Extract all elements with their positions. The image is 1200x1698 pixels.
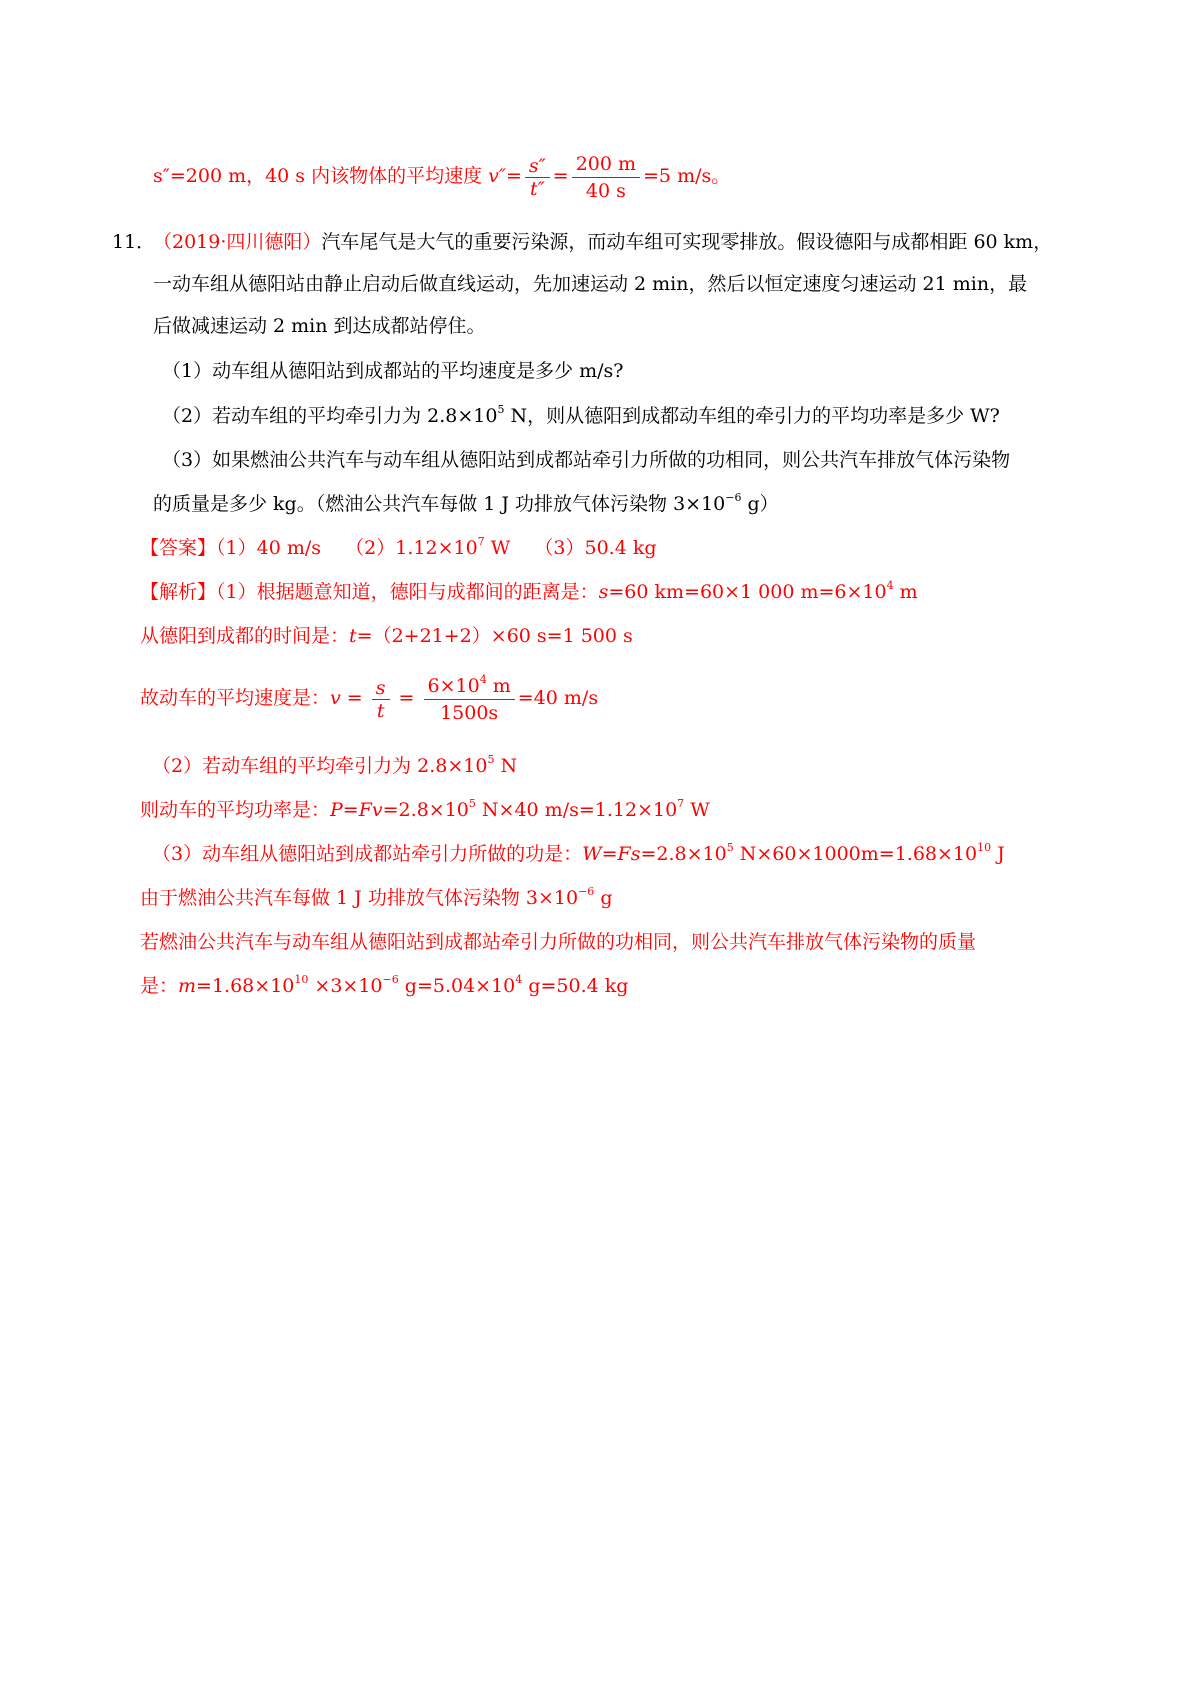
sub-question-1: （1）动车组从德阳站到成都站的平均速度是多少 m/s?: [162, 360, 624, 382]
exponent: −6: [382, 973, 399, 986]
fraction-denominator: t: [376, 699, 385, 722]
fraction-denominator: 1500s: [424, 699, 515, 726]
fraction-numerator: s: [375, 676, 386, 699]
fraction-denominator: 40 s: [572, 177, 640, 204]
exponent: 5: [487, 753, 495, 766]
analysis-text: ×3×10: [308, 975, 383, 997]
question-source: （2019·四川德阳）: [153, 231, 322, 253]
prev-solution-line: [153, 150, 1110, 204]
variable-s: s: [598, 581, 609, 603]
exponent: 4: [515, 973, 523, 986]
answer-part-2-a: （2）1.12×10: [345, 537, 478, 559]
formula-W-Fs: W=Fs: [582, 843, 641, 865]
sub-question-3-line-1: （3）如果燃油公共汽车与动车组从德阳站到成都站牵引力所做的功相同，则公共汽车排放气体污染物: [162, 449, 1011, 471]
question-stem-line-3: 后做减速运动 2 min 到达成都站停住。: [153, 315, 486, 337]
exponent: 10: [294, 973, 309, 986]
analysis-text: =60 km=60×1 000 m=6×10: [608, 581, 887, 603]
analysis-text: 故动车的平均速度是：: [140, 687, 331, 709]
exponent: 5: [468, 797, 476, 810]
exponent: 5: [726, 841, 734, 854]
analysis-line-6: [152, 840, 1110, 868]
numerator-text: 6×10: [427, 674, 480, 697]
sub-question-3-text-b: g）: [741, 493, 779, 515]
velocity-symbol: v″=: [488, 165, 522, 187]
fraction-s-over-t: [525, 155, 550, 200]
exponent: 7: [677, 797, 685, 810]
sub-question-2-text-a: （2）若动车组的平均牵引力为 2.8×10: [162, 405, 498, 427]
analysis-text: g=5.04×10: [398, 975, 516, 997]
analysis-line-1: [140, 578, 1110, 606]
analysis-text: W: [684, 799, 710, 821]
analysis-text: =2.8×10: [640, 843, 727, 865]
analysis-text: m: [893, 581, 918, 603]
analysis-text: （1）根据题意知道，德阳与成都间的距离是：: [216, 581, 599, 603]
sub-question-2: [162, 402, 1110, 430]
equals-sign: =: [552, 165, 569, 187]
analysis-text: 是：: [140, 975, 179, 997]
exponent: 7: [477, 535, 485, 548]
exponent: 10: [977, 841, 992, 854]
analysis-text: =40 m/s: [517, 687, 599, 709]
equals-sign: =: [392, 687, 421, 709]
analysis-text: N×40 m/s=1.12×10: [475, 799, 678, 821]
answer-part-3: （3）50.4 kg: [534, 537, 657, 559]
analysis-text: =（2+21+2）×60 s=1 500 s: [356, 625, 633, 647]
answer-line: [140, 534, 1110, 562]
analysis-line-2: [140, 622, 1110, 650]
variable-v: v: [330, 687, 341, 709]
fraction-denominator: t″: [529, 177, 545, 200]
analysis-text: 则动车的平均功率是：: [140, 799, 331, 821]
answer-part-1: （1）40 m/s: [216, 537, 321, 559]
sub-question-3-text-a: 的质量是多少 kg。（燃油公共汽车每做 1 J 功排放气体污染物 3×10: [153, 493, 726, 515]
analysis-text: （3）动车组从德阳站到成都站牵引力所做的功是：: [152, 843, 583, 865]
exponent: −6: [725, 491, 742, 504]
fraction-numerator: [424, 673, 515, 699]
analysis-text: （2）若动车组的平均牵引力为 2.8×10: [152, 755, 488, 777]
sub-question-3-line-2: [153, 490, 1110, 518]
analysis-text: g: [594, 887, 613, 909]
analysis-text: N: [494, 755, 518, 777]
analysis-text: =2.8×10: [382, 799, 469, 821]
analysis-text: g=50.4 kg: [522, 975, 629, 997]
fraction-s-over-t: [372, 677, 390, 722]
analysis-line-5: [140, 796, 1110, 824]
question-stem-line-1: [153, 228, 1110, 256]
formula-P-Fv: P=Fv: [330, 799, 383, 821]
question-stem-line-2: 一动车组从德阳站由静止启动后做直线运动，先加速运动 2 min，然后以恒定速度匀速运动 21 min，最: [153, 273, 1028, 295]
exponent: 5: [497, 403, 505, 416]
analysis-line-9: [140, 972, 1110, 1000]
sub-question-2-text-b: N，则从德阳到成都动车组的牵引力的平均功率是多少 W?: [504, 405, 1000, 427]
analysis-text: =1.68×10: [196, 975, 295, 997]
fraction-numerator: s″: [528, 154, 546, 177]
exponent: 4: [479, 672, 487, 686]
analysis-text: 由于燃油公共汽车每做 1 J 功排放气体污染物 3×10: [140, 887, 579, 909]
variable-m: m: [178, 975, 197, 997]
analysis-line-3: [140, 670, 1110, 726]
question-number: 11．: [112, 231, 156, 253]
analysis-line-7: [140, 884, 1110, 912]
exponent: −6: [578, 885, 595, 898]
prev-solution-suffix: =5 m/s。: [643, 165, 731, 187]
analysis-text: J: [991, 843, 1005, 865]
equals-sign: =: [340, 687, 369, 709]
question-stem-text-1: 汽车尾气是大气的重要污染源，而动车组可实现零排放。假设德阳与成都相距 60 km，: [321, 231, 1053, 253]
answer-part-2-b: W: [484, 537, 511, 559]
prev-solution-prefix: s″=200 m，40 s 内该物体的平均速度: [153, 165, 489, 187]
fraction-distance-over-time: [424, 673, 515, 726]
analysis-text: 从德阳到成都的时间是：: [140, 625, 350, 647]
analysis-line-4: [152, 752, 1110, 780]
fraction-distance-over-time: [572, 151, 640, 204]
variable-t: t: [349, 625, 357, 647]
analysis-text: N×60×1000m=1.68×10: [733, 843, 978, 865]
analysis-label: 【解析】: [140, 581, 217, 603]
fraction-numerator: 200 m: [575, 152, 637, 175]
answer-label: 【答案】: [140, 537, 217, 559]
analysis-line-8: 若燃油公共汽车与动车组从德阳站到成都站牵引力所做的功相同，则公共汽车排放气体污染物的质量: [140, 931, 977, 953]
exponent: 4: [886, 579, 894, 592]
numerator-unit: m: [486, 674, 511, 697]
